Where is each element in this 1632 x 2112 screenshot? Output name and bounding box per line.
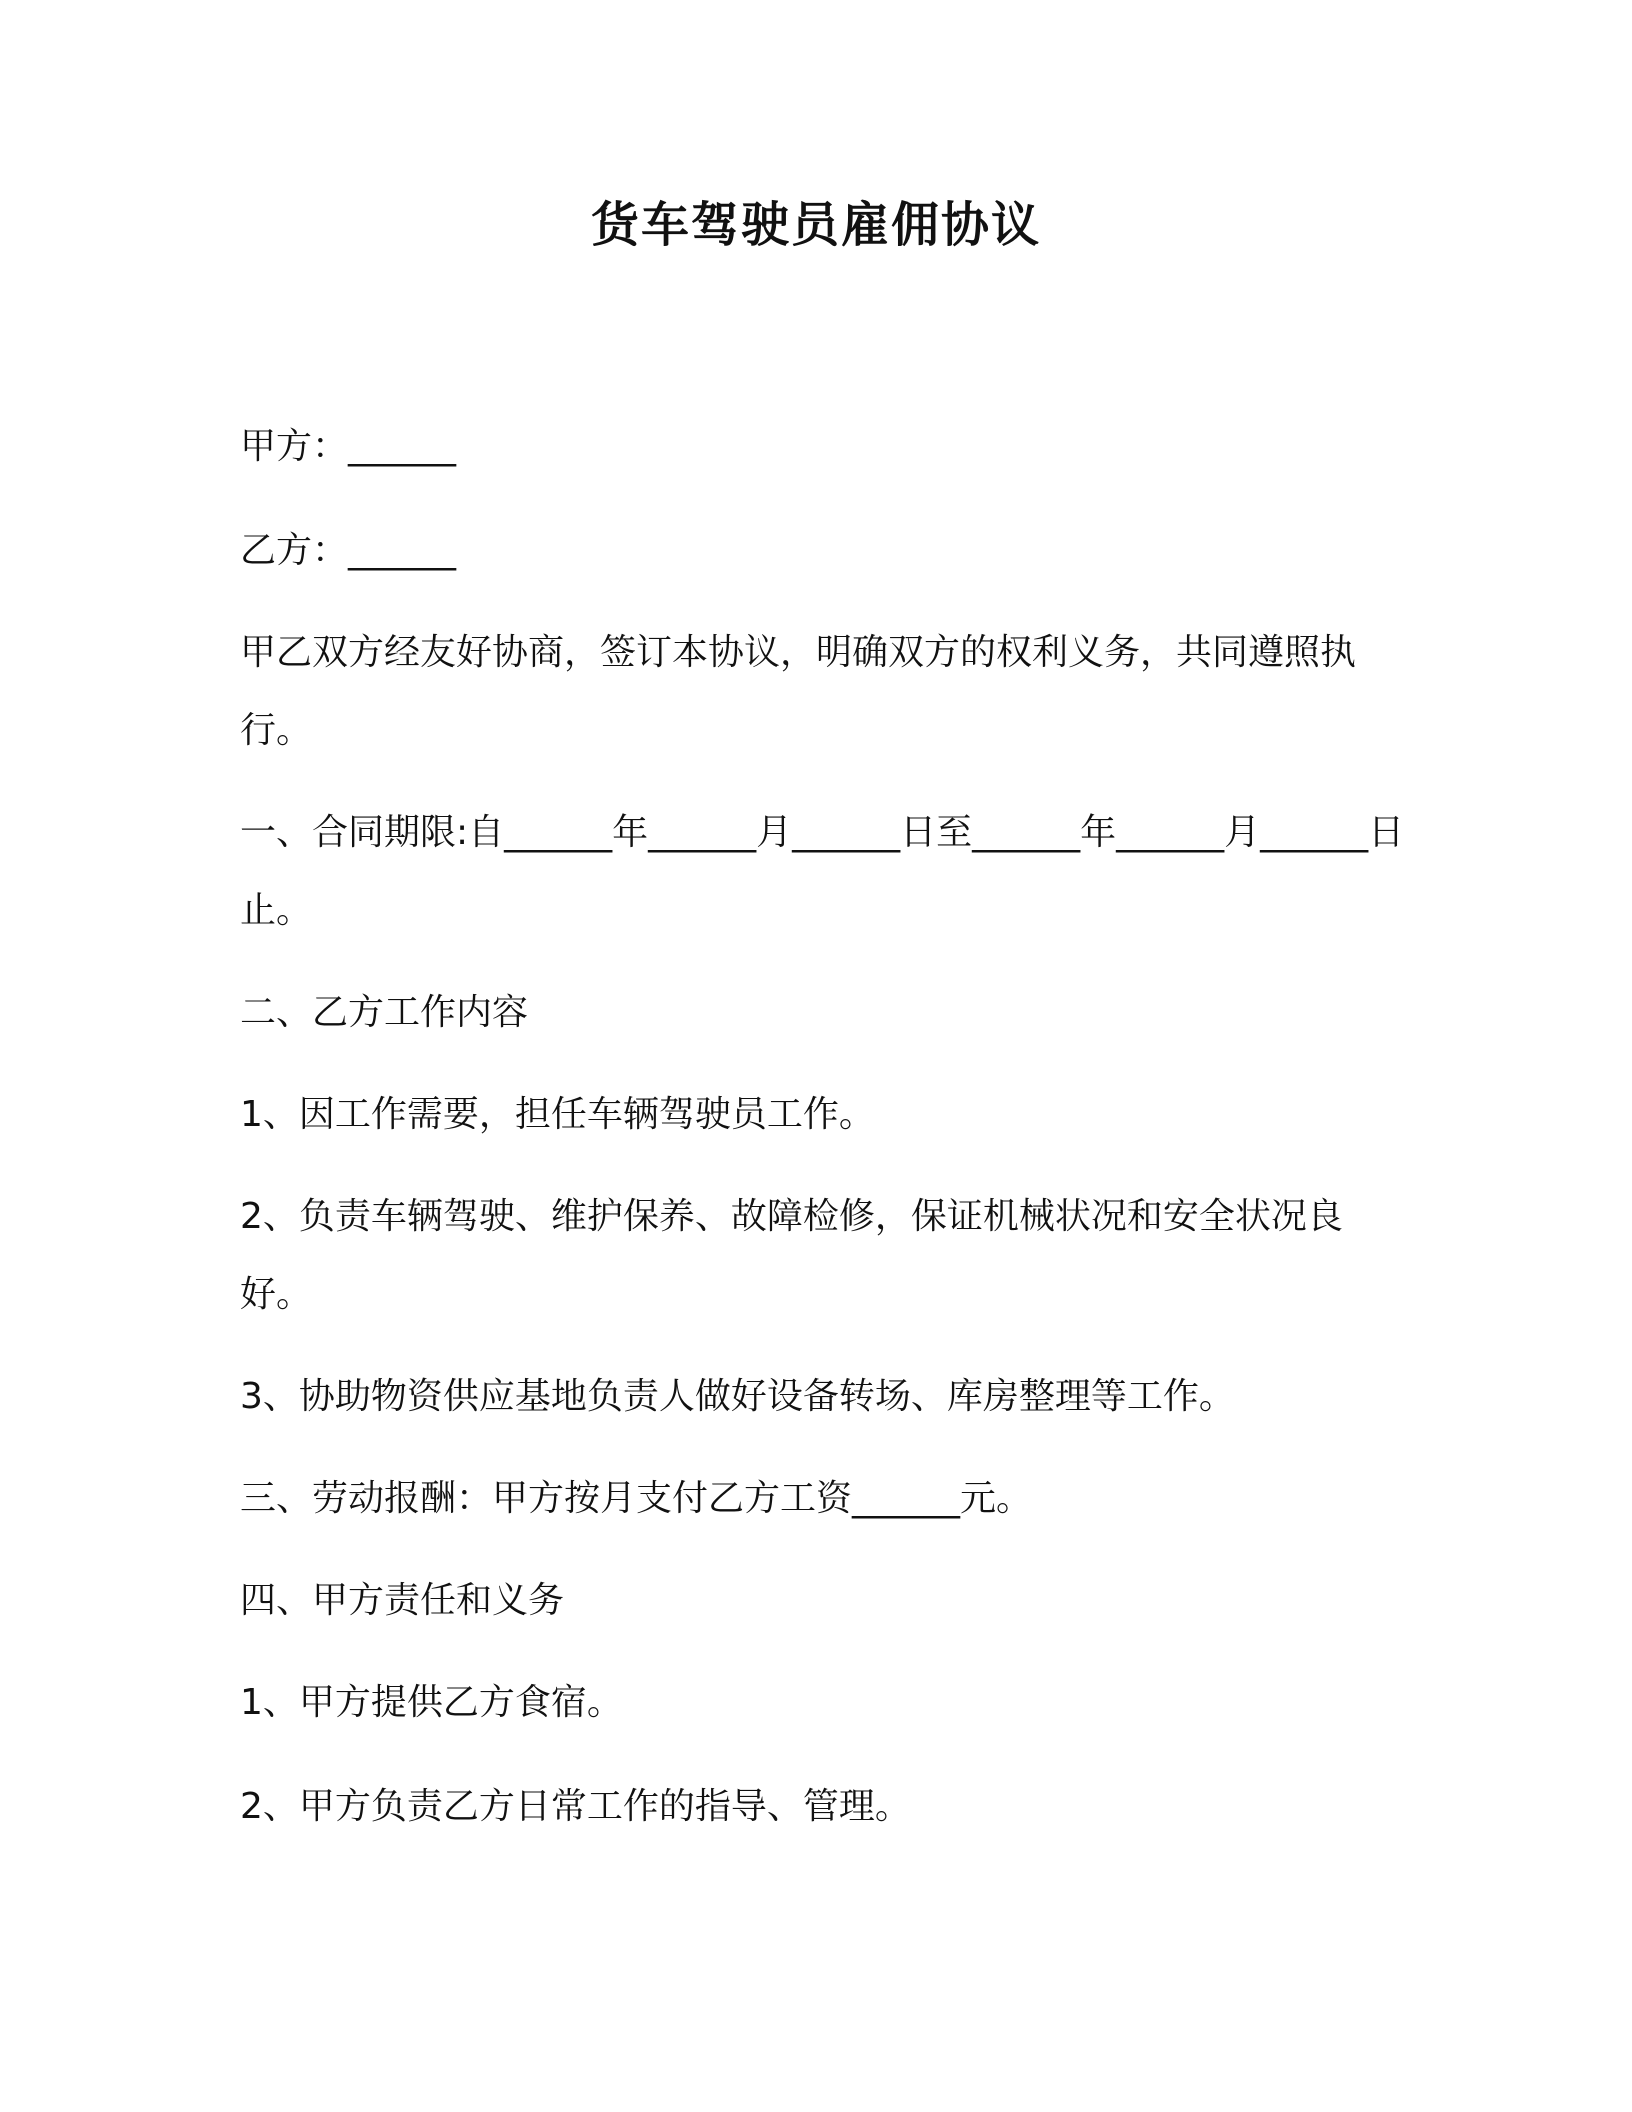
party-a-line: 甲方：______: [240, 426, 457, 467]
remuneration-clause: 三、劳动报酬：甲方按月支付乙方工资______元。: [240, 1478, 1033, 1519]
party-b-line: 乙方：______: [240, 530, 457, 571]
work-item-2: 2、负责车辆驾驶、维护保养、故障检修，保证机械状况和安全状况良好。: [240, 1196, 1343, 1315]
work-item-3: 3、协助物资供应基地负责人做好设备转场、库房整理等工作。: [240, 1376, 1235, 1417]
section-heading-work-content: 二、乙方工作内容: [240, 992, 529, 1033]
duty-item-2: 2、甲方负责乙方日常工作的指导、管理。: [240, 1786, 911, 1827]
section-heading-party-a-duties: 四、甲方责任和义务: [240, 1580, 565, 1621]
intro-paragraph: 甲乙双方经友好协商，签订本协议，明确双方的权利义务，共同遵照执行。: [240, 632, 1357, 751]
duty-item-1: 1、甲方提供乙方食宿。: [240, 1682, 623, 1723]
work-item-1: 1、因工作需要，担任车辆驾驶员工作。: [240, 1094, 875, 1135]
contract-term-clause: 一、合同期限:自______年______月______日至______年______月______日止。: [240, 812, 1405, 931]
document-title: 货车驾驶员雇佣协议: [590, 197, 1041, 253]
